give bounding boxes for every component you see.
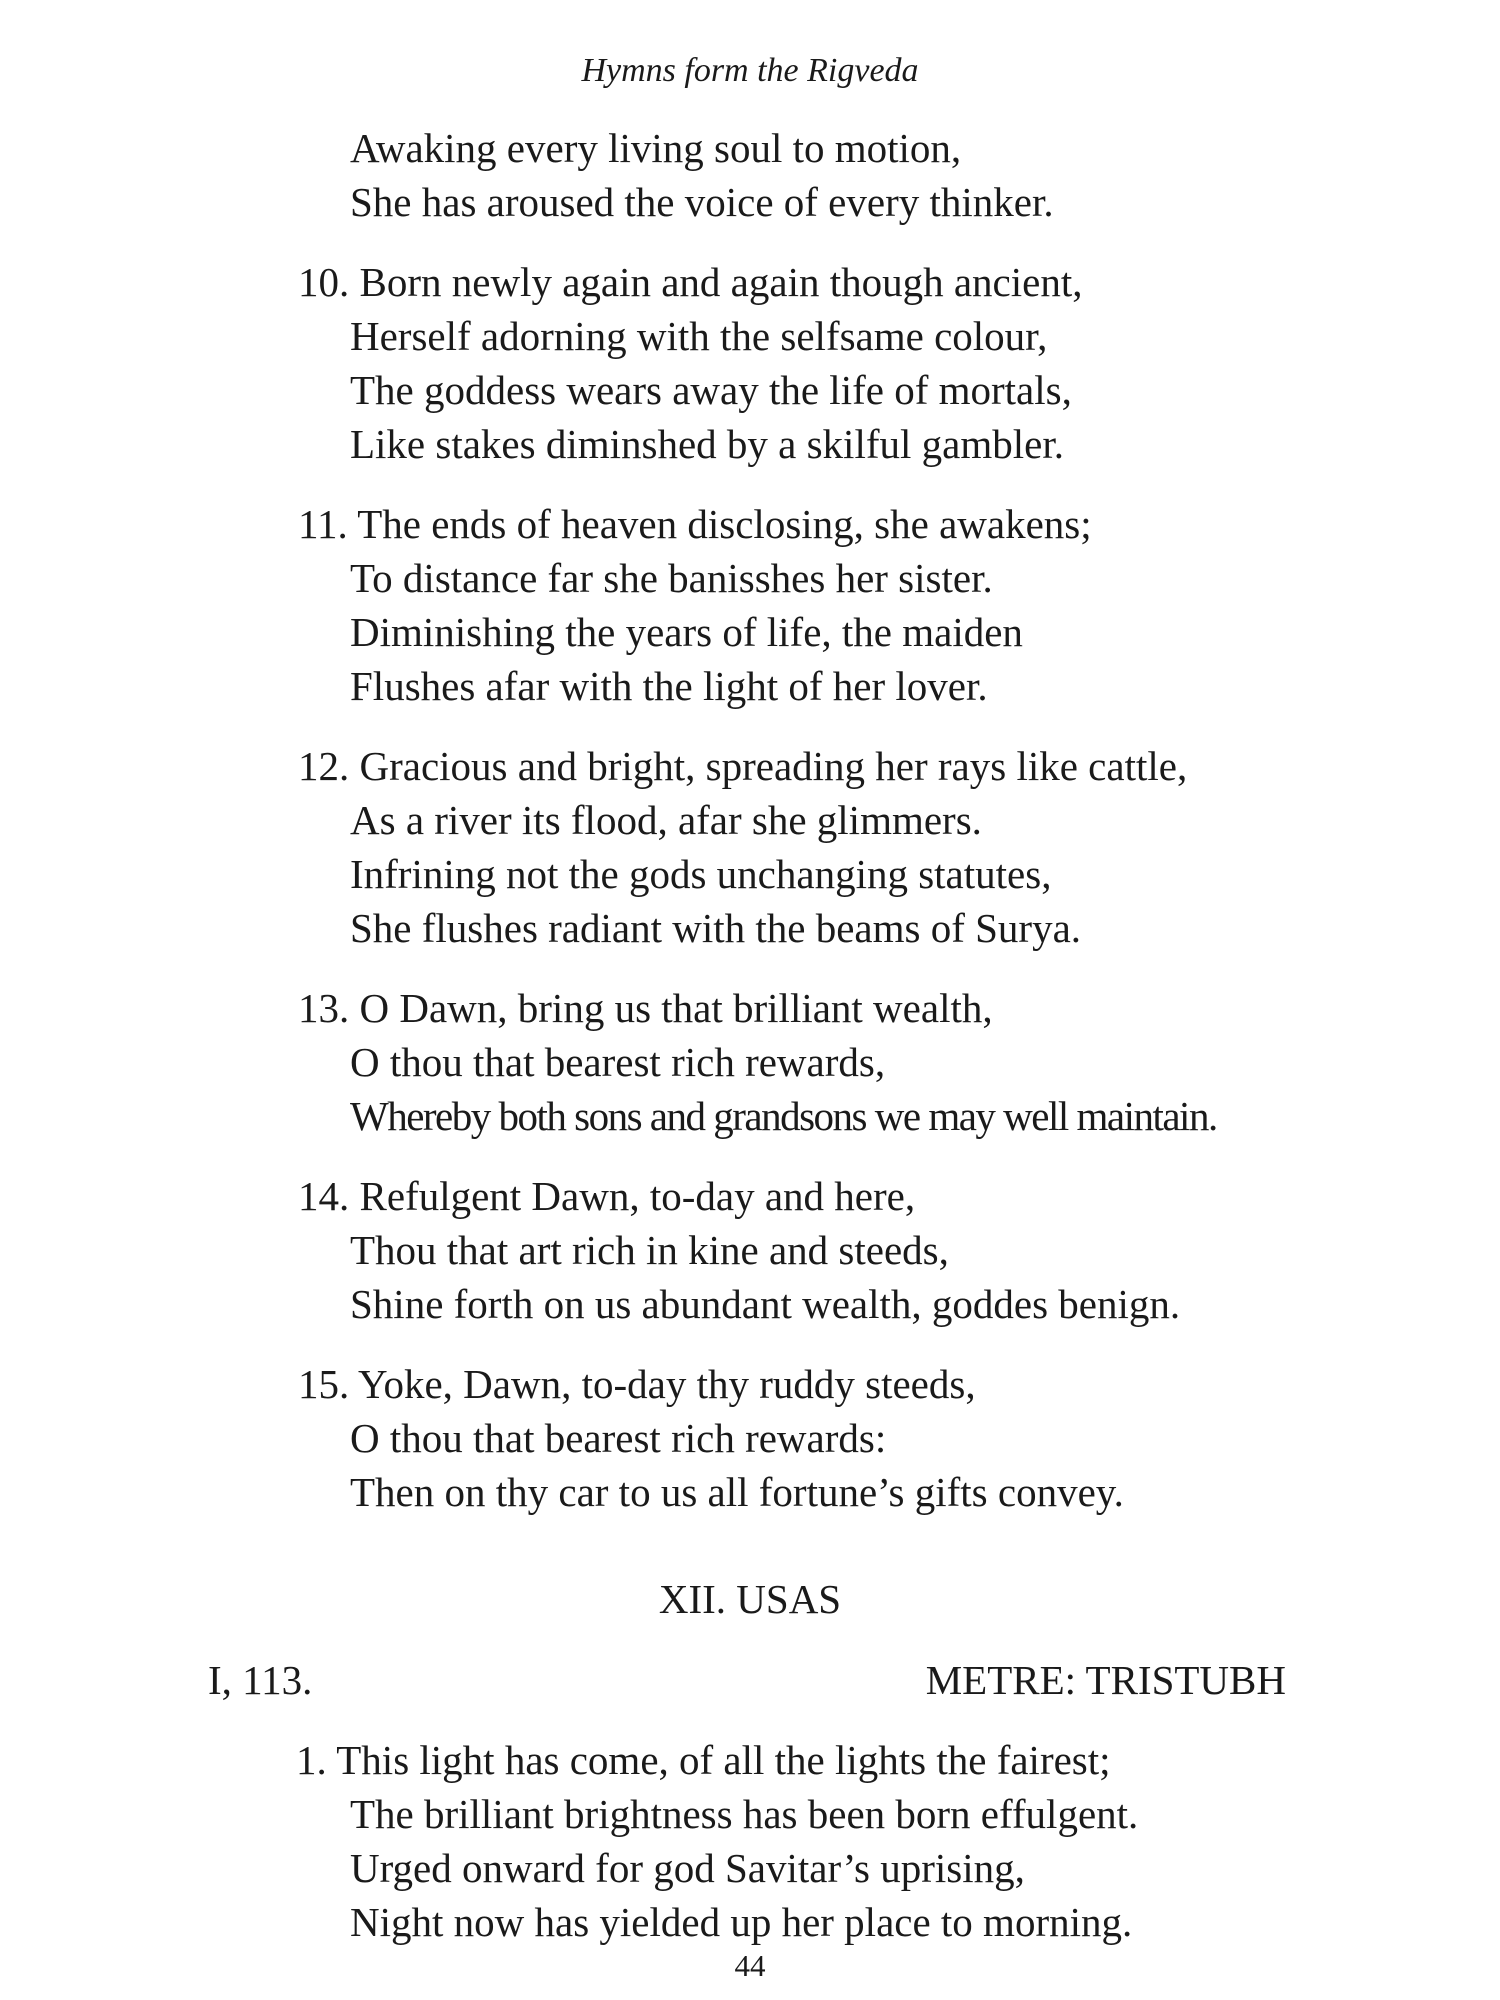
verse-line: O thou that bearest rich rewards: <box>350 1415 887 1461</box>
verse-line: 14. Refulgent Dawn, to-day and here, <box>298 1173 916 1219</box>
verse-line: The goddess wears away the life of mortals, <box>350 367 1072 413</box>
verse-line: 1. This light has come, of all the lights the fairest; <box>296 1737 1111 1783</box>
verse-line: Whereby both sons and grandsons we may well maintain. <box>350 1093 1217 1139</box>
verse-line: To distance far she banisshes her sister. <box>350 555 993 601</box>
verse-line: She flushes radiant with the beams of Surya. <box>350 905 1082 951</box>
verse-line: 10. Born newly again and again though ancient, <box>298 259 1083 305</box>
verse-line: Awaking every living soul to motion, <box>350 125 962 171</box>
verse-line: As a river its flood, afar she glimmers. <box>350 797 982 843</box>
verse-line: 11. The ends of heaven disclosing, she awakens; <box>298 501 1092 547</box>
verse-line: 12. Gracious and bright, spreading her rays like cattle, <box>298 743 1188 789</box>
verse-line: She has aroused the voice of every thinker. <box>350 179 1054 225</box>
metre-label: METRE: TRISTUBH <box>925 1657 1286 1703</box>
running-head: Hymns form the Rigveda <box>581 52 919 89</box>
verse-line: 13. O Dawn, bring us that brilliant wealth, <box>298 985 993 1031</box>
verse-line: Thou that art rich in kine and steeds, <box>350 1227 949 1273</box>
verse-line: Shine forth on us abundant wealth, goddes benign. <box>350 1281 1181 1327</box>
verse-line: Flushes afar with the light of her lover. <box>350 663 988 709</box>
section-title: XII. USAS <box>658 1576 842 1622</box>
verse-line: Diminishing the years of life, the maiden <box>350 609 1023 655</box>
verse-line: The brilliant brightness has been born effulgent. <box>350 1791 1139 1837</box>
verse-line: Then on thy car to us all fortune’s gifts convey. <box>350 1469 1124 1515</box>
verse-line: Infrining not the gods unchanging statutes, <box>350 851 1052 897</box>
verse-line: Urged onward for god Savitar’s uprising, <box>350 1845 1025 1891</box>
verse-line: O thou that bearest rich rewards, <box>350 1039 886 1085</box>
verse-line: Herself adorning with the selfsame colour, <box>350 313 1048 359</box>
hymn-reference: I, 113. <box>208 1657 313 1703</box>
page-number: 44 <box>734 1948 766 1983</box>
verse-line: Like stakes diminshed by a skilful gambler. <box>350 421 1064 467</box>
verse-line: 15. Yoke, Dawn, to-day thy ruddy steeds, <box>298 1361 976 1407</box>
verse-line: Night now has yielded up her place to morning. <box>350 1899 1133 1945</box>
